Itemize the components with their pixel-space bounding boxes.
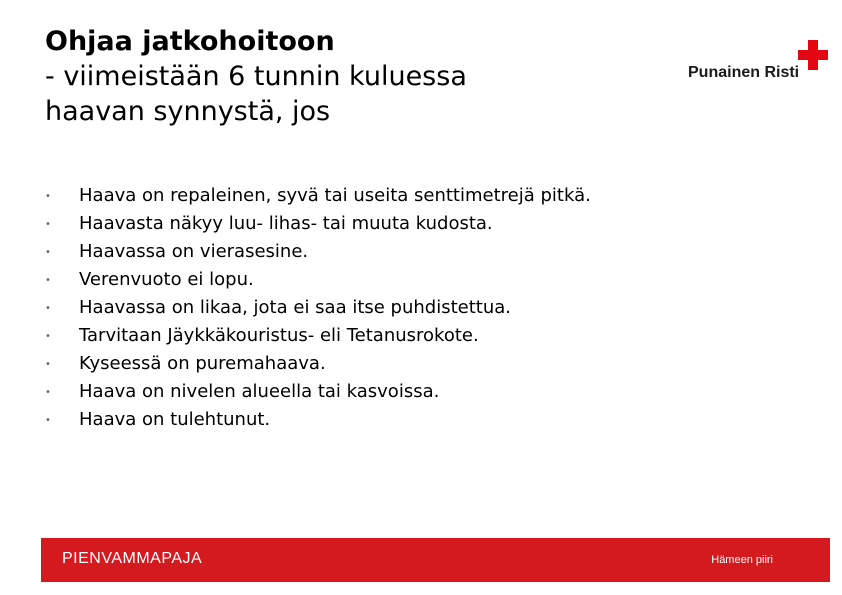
list-item-text: Haava on repaleinen, syvä tai useita senttimetrejä pitkä. (79, 185, 591, 206)
list-item-text: Kyseessä on puremahaava. (79, 353, 326, 374)
list-item-text: Haava on nivelen alueella tai kasvoissa. (79, 381, 440, 402)
title-heading: Ohjaa jatkohoitoon (45, 26, 335, 57)
footer-bar (41, 538, 830, 582)
footer-district-name: Hämeen piiri (711, 554, 773, 566)
footer-program-name: PIENVAMMAPAJA (62, 550, 203, 567)
bullet-icon: • (45, 275, 51, 286)
bullet-icon: • (45, 191, 51, 202)
bullet-icon: • (45, 359, 51, 370)
bullet-icon: • (45, 387, 51, 398)
punainen-risti-logo (688, 40, 830, 90)
logo-text: Punainen Risti (688, 64, 800, 81)
bullet-icon: • (45, 415, 51, 426)
list-item-text: Haavasta näkyy luu- lihas- tai muuta kudosta. (79, 213, 493, 234)
title-line-3: haavan synnystä, jos (45, 96, 331, 127)
bullet-icon: • (45, 303, 51, 314)
slide-title (45, 24, 645, 129)
list-item-text: Haava on tulehtunut. (79, 409, 271, 430)
bullet-icon: • (45, 331, 51, 342)
list-item-text: Tarvitaan Jäykkäkouristus- eli Tetanusrokote. (79, 325, 479, 346)
title-line-2: - viimeistään 6 tunnin kuluessa (45, 61, 467, 92)
bullet-icon: • (45, 219, 51, 230)
list-item-text: Haavassa on vierasesine. (79, 241, 309, 262)
bullet-icon: • (45, 247, 51, 258)
list-item-text: Haavassa on likaa, jota ei saa itse puhdistettua. (79, 297, 512, 318)
red-cross-icon (798, 40, 828, 70)
list-item-text: Verenvuoto ei lopu. (79, 269, 254, 290)
